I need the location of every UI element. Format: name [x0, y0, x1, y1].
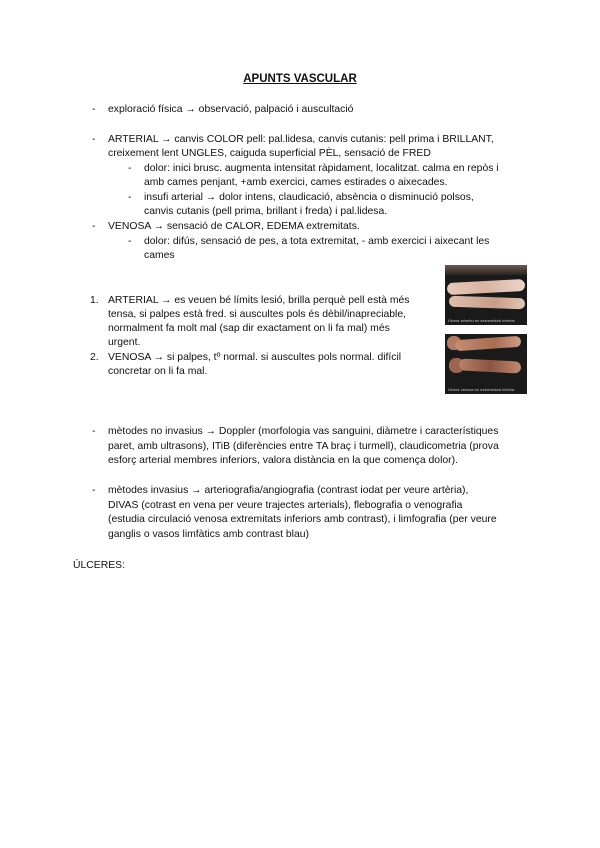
list-number: 2. [90, 352, 99, 363]
numbered-1-line-2: tensa, si palpes està fred. si auscultes pols és dèbil/inapreciable, [108, 309, 407, 320]
bullet-dash: - [92, 134, 96, 145]
metodes-invasius-line-4: ganglis o vasos limfàtics amb contrast blau) [108, 529, 309, 540]
photo-caption: Úlcera venosa en extremidad inferior [448, 387, 515, 392]
metodes-no-invasius-line-3: esforç arterial membres inferiors, valora distància en la que comença dolor). [108, 455, 458, 466]
sub-bullet-dash: - [128, 163, 132, 174]
arterial-ulcer-photo [445, 265, 527, 325]
bullet-dash: - [92, 426, 96, 437]
bullet-dash: - [92, 221, 96, 232]
dolor-arterial-line-1: dolor: inici brusc. augmenta intensitat ràpidament, localitzat. calma en repòs i [144, 163, 499, 174]
ulceres-heading: ÚLCERES: [73, 560, 125, 571]
metodes-invasius-line-2: DIVAS (cotrast en vena per veure trajectes arterials), flebografia o venografia [108, 500, 463, 511]
numbered-1-line-3: normalment fa molt mal (sap dir exactament on li fa mal) més [108, 323, 390, 334]
numbered-2-line-2: concretar on li fa mal. [108, 366, 208, 377]
sub-bullet-dash: - [128, 236, 132, 247]
list-number: 1. [90, 295, 99, 306]
insufi-line-1: insufi arterial → dolor intens, claudicació, absència o disminució polsos, [144, 192, 474, 203]
dolor-arterial-line-2: amb cames penjant, +amb exercici, cames estirades o aixecades. [144, 177, 448, 188]
arterial-line-2: creixement lent UNGLES, caiguda superficial PÈL, sensació de FRED [108, 148, 431, 159]
exploracio-text: exploració física → observació, palpació i auscultació [108, 104, 354, 115]
insufi-line-2: canvis cutanis (pell prima, brillant i freda) i pal.lidesa. [144, 206, 388, 217]
bullet-dash: - [92, 485, 96, 496]
venosa-text: VENOSA → sensació de CALOR, EDEMA extremitats. [108, 221, 360, 232]
page-title: APUNTS VASCULAR [243, 73, 357, 85]
metodes-invasius-line-1: mètodes invasius → arteriografia/angiografia (contrast iodat per veure artèria), [108, 485, 469, 496]
bullet-dash: - [92, 104, 96, 115]
metodes-no-invasius-line-2: paret, amb ultrasons), ITiB (diferències entre TA braç i turmell), claudicometria (prova [108, 441, 499, 452]
dolor-venosa-line-2: cames [144, 250, 175, 261]
sub-bullet-dash: - [128, 192, 132, 203]
dolor-venosa-line-1: dolor: difús, sensació de pes, a tota extremitat, - amb exercici i aixecant les [144, 236, 490, 247]
metodes-no-invasius-line-1: mètodes no invasius → Doppler (morfologia vas sanguini, diàmetre i característiques [108, 426, 499, 437]
numbered-2-line-1: VENOSA → si palpes, tº normal. si auscultes pols normal. difícil [108, 352, 402, 363]
numbered-1-line-4: urgent. [108, 337, 141, 348]
numbered-1-line-1: ARTERIAL → es veuen bé límits lesió, brilla perquè pell està més [108, 295, 410, 306]
photo-caption: Úlcera arterial en extremidad inferior [448, 318, 515, 323]
venous-ulcer-photo [445, 334, 527, 394]
metodes-invasius-line-3: (estudia circulació venosa extremitats inferiors amb contrast), i limfografia (per veure [108, 514, 497, 525]
arterial-line-1: ARTERIAL → canvis COLOR pell: pal.lidesa, canvis cutanis: pell prima i BRILLANT, [108, 134, 494, 145]
